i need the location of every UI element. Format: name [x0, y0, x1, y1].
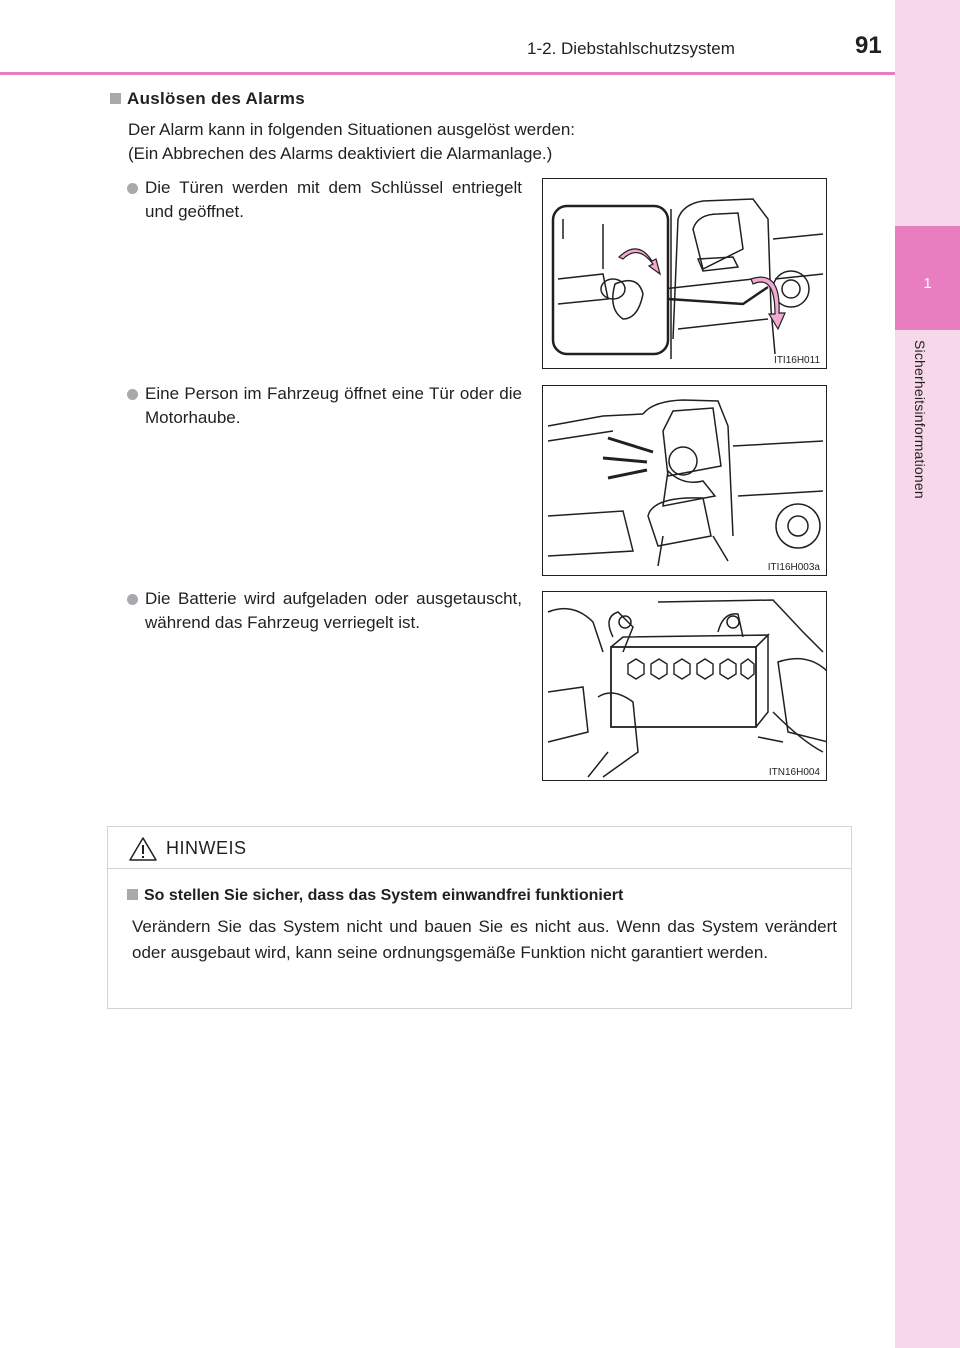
warning-triangle-icon: [128, 836, 158, 862]
figure-battery: [542, 591, 827, 781]
square-bullet-icon: [110, 93, 121, 104]
section-header: 1-2. Diebstahlschutzsystem: [527, 39, 735, 58]
section-title: Auslösen des Alarms: [110, 89, 305, 109]
intro-line: Der Alarm kann in folgenden Situationen ausgelöst werden:: [128, 120, 576, 139]
section-intro: [128, 118, 688, 166]
notice-subtitle: So stellen Sie sicher, dass das System einwandfrei funktioniert: [127, 887, 623, 905]
bullet-text: Eine Person im Fahrzeug öffnet eine Tür oder die Motorhaube.: [145, 384, 522, 427]
figure-key-unlock: [542, 178, 827, 369]
battery-replacement-illustration: [543, 592, 827, 781]
header-divider: [0, 72, 895, 75]
figure-code: ITI16H003a: [767, 562, 820, 573]
notice-box: [107, 826, 852, 1009]
bullet-item: [127, 587, 522, 635]
figure-code: ITI16H011: [774, 355, 820, 366]
chapter-tab: [895, 0, 960, 1348]
figure-person-door: [542, 385, 827, 576]
square-bullet-icon: [127, 889, 138, 900]
bullet-text: Die Türen werden mit dem Schlüssel entriegelt und geöffnet.: [145, 178, 522, 221]
key-door-illustration: [543, 179, 827, 369]
bullet-item: [127, 382, 522, 430]
chapter-title: Sicherheitsinformationen: [912, 340, 928, 499]
bullet-text: Die Batterie wird aufgeladen oder ausgetauscht, während das Fahrzeug verriegelt ist.: [145, 589, 522, 632]
page-number: 91: [855, 32, 882, 59]
person-in-car-illustration: [543, 386, 827, 576]
circle-bullet-icon: [127, 594, 138, 605]
figure-code: ITN16H004: [768, 767, 820, 778]
intro-line: (Ein Abbrechen des Alarms deaktiviert die Alarmanlage.): [128, 144, 553, 163]
notice-header: [108, 827, 851, 869]
bullet-item: [127, 176, 522, 224]
circle-bullet-icon: [127, 183, 138, 194]
circle-bullet-icon: [127, 389, 138, 400]
notice-title: HINWEIS: [166, 838, 247, 858]
notice-body: Verändern Sie das System nicht und bauen Sie es nicht aus. Wenn das System verändert oder ausgebaut wird, kann seine ordnungsgemäße Funktion nicht garantiert werden.: [132, 917, 837, 962]
chapter-number: 1: [923, 275, 932, 292]
